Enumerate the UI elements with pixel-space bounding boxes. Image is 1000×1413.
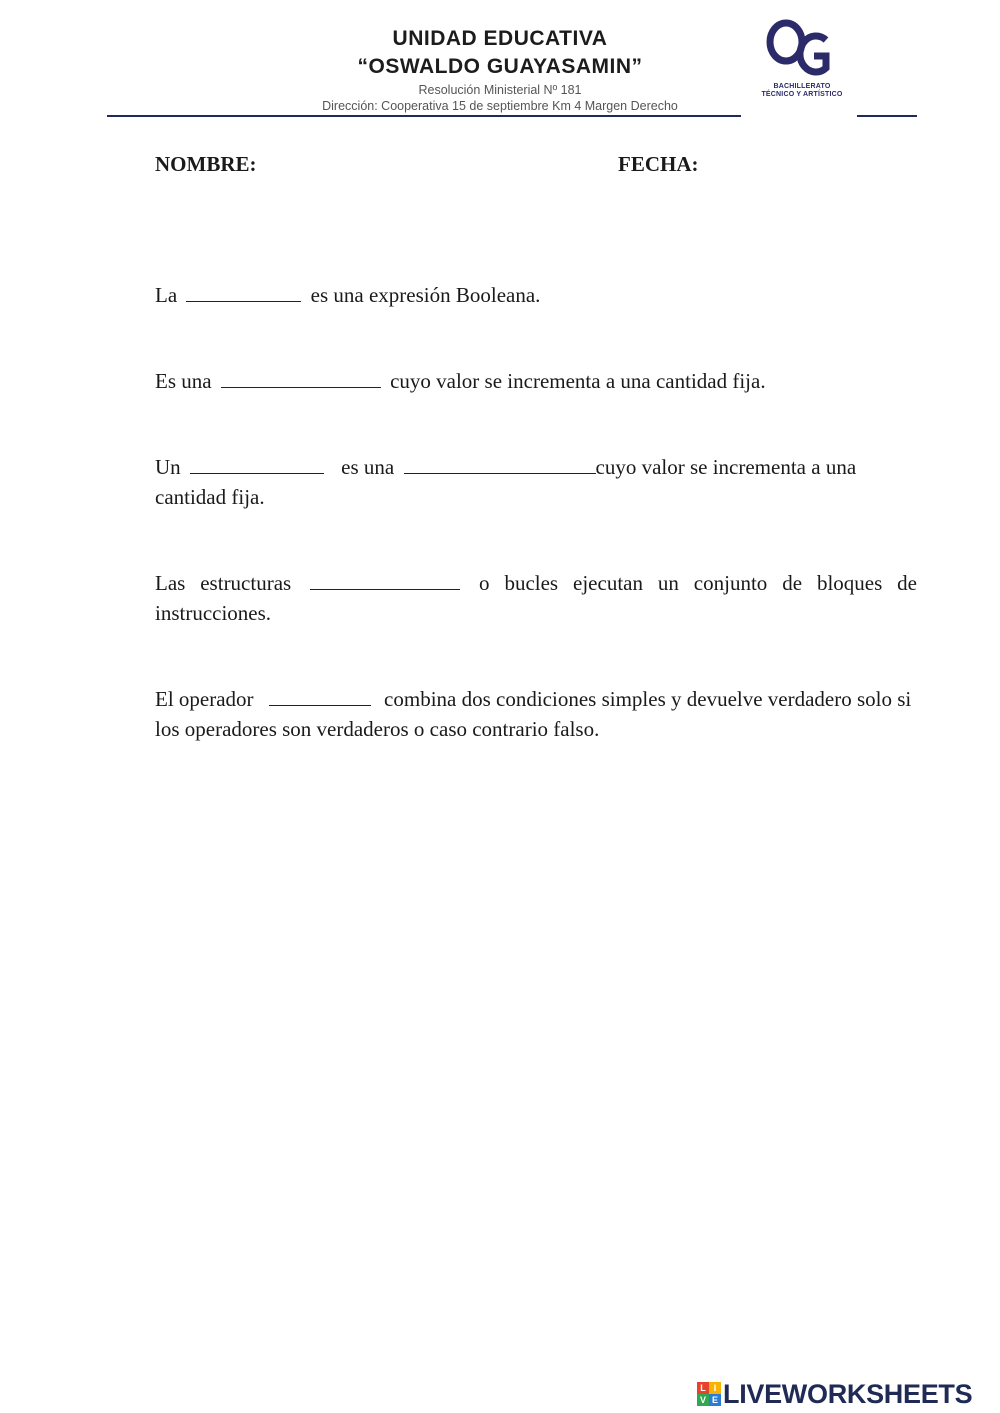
q4-text-start: Las estructuras bbox=[155, 571, 292, 595]
header-divider bbox=[107, 115, 741, 117]
resolution-text: Resolución Ministerial Nº 181 bbox=[418, 83, 582, 97]
og-logo-icon bbox=[752, 18, 852, 80]
school-name-quoted: “OSWALDO GUAYASAMIN” bbox=[357, 55, 643, 78]
lw-icon-letter-v: V bbox=[697, 1394, 709, 1406]
q3-blank-input-2[interactable] bbox=[404, 455, 596, 474]
q1-blank-input[interactable] bbox=[186, 283, 301, 302]
liveworksheets-brand: LIVEWORKSHEETS bbox=[723, 1378, 973, 1409]
nombre-label: NOMBRE: bbox=[155, 152, 257, 176]
q5-blank-input[interactable] bbox=[269, 687, 371, 706]
school-name: UNIDAD EDUCATIVA bbox=[392, 27, 608, 50]
question-5 bbox=[155, 684, 917, 744]
q1-text-start: La bbox=[155, 283, 178, 307]
question-1 bbox=[155, 280, 917, 310]
q4-text-end: o bucles ejecutan un conjunto de bloques de instrucciones. bbox=[155, 571, 918, 625]
q2-text-end: cuyo valor se incrementa a una cantidad fija. bbox=[390, 369, 766, 393]
fecha-label: FECHA: bbox=[618, 152, 699, 176]
question-2 bbox=[155, 366, 917, 396]
q5-text-start: El operador bbox=[155, 687, 254, 711]
q3-blank-input-1[interactable] bbox=[190, 455, 324, 474]
q3-text-start: Un bbox=[155, 455, 181, 479]
liveworksheets-footer[interactable] bbox=[697, 1378, 972, 1410]
address-text: Dirección: Cooperativa 15 de septiembre Km 4 Margen Derecho bbox=[322, 99, 678, 113]
q2-blank-input[interactable] bbox=[221, 369, 381, 388]
q4-blank-input[interactable] bbox=[310, 571, 460, 590]
school-logo bbox=[752, 18, 852, 102]
q3-text-end: cuyo valor se incrementa a una cantidad fija. bbox=[155, 455, 857, 509]
question-4 bbox=[155, 568, 917, 628]
header-divider-right bbox=[857, 115, 917, 117]
question-3 bbox=[155, 452, 917, 512]
liveworksheets-icon bbox=[697, 1382, 721, 1406]
q1-text-end: es una expresión Booleana. bbox=[310, 283, 541, 307]
lw-icon-letter-e: E bbox=[709, 1394, 721, 1406]
q2-text-start: Es una bbox=[155, 369, 212, 393]
lw-icon-letter-l: L bbox=[697, 1382, 709, 1394]
q5-text-end: combina dos condiciones simples y devuelve verdadero solo si los operadores son verdaderos o caso contrario falso. bbox=[155, 687, 912, 741]
q3-text-middle: es una bbox=[341, 455, 395, 479]
logo-subtitle-2: TÉCNICO Y ARTÍSTICO bbox=[761, 91, 843, 98]
logo-subtitle-1: BACHILLERATO bbox=[773, 83, 831, 90]
lw-icon-letter-i: I bbox=[709, 1382, 721, 1394]
